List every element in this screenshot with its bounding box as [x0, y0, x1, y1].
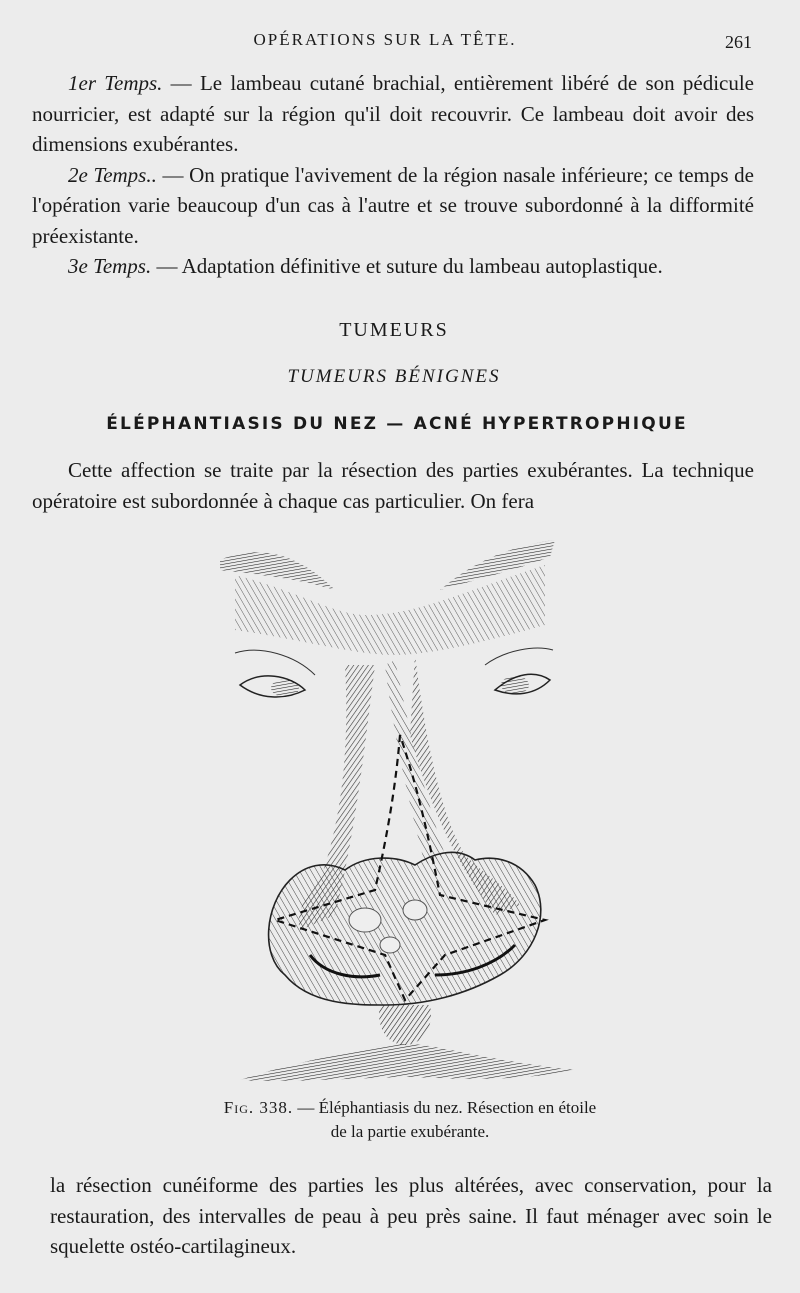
step-2-text: — On pratique l'avivement de la région nasale inférieure; ce temps de l'opération varie beaucoup d'un cas à l'autre et se trouve subordonné à la difformité préexistante.: [32, 162, 755, 248]
caption-line-2: de la partie exubérante.: [330, 1122, 490, 1141]
caption-line-1: [150, 1096, 670, 1120]
running-title: OPÉRATIONS SUR LA TÊTE.: [253, 30, 517, 49]
closing-paragraph-block: [50, 1170, 772, 1262]
step-3-lead: 3e Temps.: [68, 254, 152, 278]
step-3-text: — Adaptation définitive et suture du lambeau autoplastique.: [151, 254, 663, 278]
step-2-paragraph: [32, 160, 754, 252]
right-eye: [485, 648, 553, 694]
closing-paragraph: la résection cunéiforme des parties les plus altérées, avec conservation, pour la restauration, des intervalles de peau à peu près saine. Il faut ménager avec soin le squelette ostéo-cartilagineux.: [50, 1173, 772, 1258]
intro-paragraph-block: [32, 455, 754, 516]
page-number: 261: [725, 32, 752, 52]
left-eye: [235, 650, 315, 697]
subsection-heading: TUMEURS BÉNIGNES: [287, 366, 501, 387]
step-1-paragraph: [32, 68, 754, 160]
step-3-paragraph: [32, 251, 754, 282]
figure-caption: [150, 1096, 670, 1144]
caption-text-1: — Éléphantiasis du nez. Résection en étoile: [293, 1098, 597, 1117]
step-1-text: — Le lambeau cutané brachial, entièrement libéré de son pédicule nourricier, est adapté sur la région qu'il doit recouvrir. Ce lambeau doit avoir des dimensions exubérantes.: [32, 71, 755, 156]
columella: [379, 1005, 431, 1045]
figure-label: Fig. 338.: [223, 1098, 294, 1117]
nose-engraving: [215, 535, 585, 1090]
step-1-lead: 1er Temps.: [68, 71, 163, 95]
step-2-lead: 2e Temps..: [68, 162, 157, 187]
nose-illustration: [215, 535, 585, 1090]
nose-tip: [269, 852, 541, 1005]
intro-paragraph: Cette affection se traite par la résection des parties exubérantes. La technique opératoire est subordonnée à chaque cas particulier. On fera: [32, 458, 754, 513]
operation-steps: [32, 68, 754, 282]
mouth: [240, 1044, 575, 1081]
running-head: [0, 28, 800, 56]
section-heading: TUMEURS: [339, 319, 449, 341]
topic-heading: ÉLÉPHANTIASIS DU NEZ — ACNÉ HYPERTROPHIQUE: [106, 414, 688, 434]
forehead-shading: [235, 565, 545, 655]
